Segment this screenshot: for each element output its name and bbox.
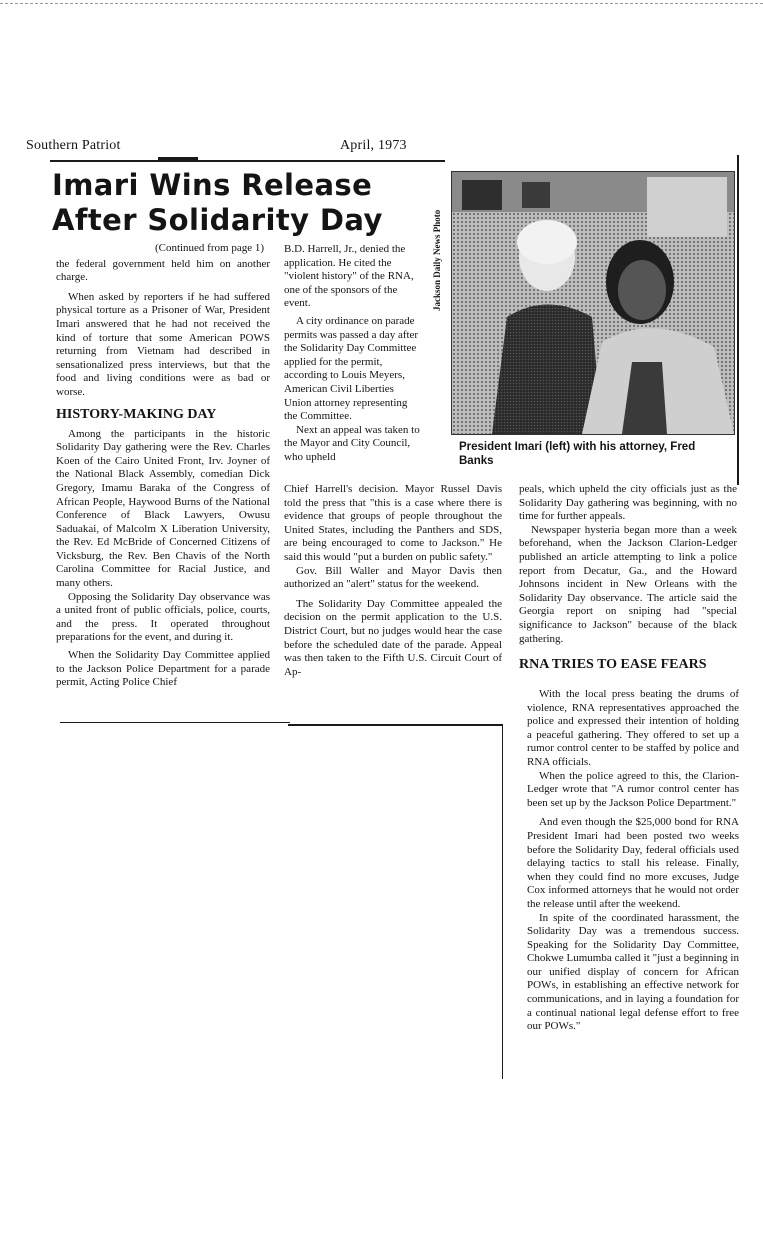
paragraph: With the local press beating the drums of violence, RNA representatives approached the police and expressed their intention of holding a peaceful gathering. They offered to set up a rumor control center to be staffed by police and RNA officials. <box>527 688 739 768</box>
continued-note: (Continued from page 1) <box>154 242 264 254</box>
paragraph: Next an appeal was taken to the Mayor and City Council, who upheld <box>284 423 420 463</box>
photo-image <box>452 172 734 434</box>
paragraph: peals, which upheld the city officials just as the Solidarity Day gathering was beginning, with no time for further appeals. <box>519 483 737 523</box>
column-rule-bottom-left <box>60 722 290 723</box>
paragraph: Opposing the Solidarity Day observance was a united front of public officials, police, courts, and the press. It operated throughout preparations for the event, and during it. <box>56 590 270 644</box>
top-dashed-border <box>0 3 763 4</box>
publication-name: Southern Patriot <box>26 138 121 153</box>
subhead-rna-tries-to-ease-fears: RNA TRIES TO EASE FEARS <box>519 657 707 673</box>
paragraph: Chief Harrell's decision. Mayor Russel Davis told the press that "this is a case where there is evidence that groups of people throughout the United States, including the Panthers and SDS, are being encouraged to come to Jackson." He said this would "put a burden on public safety." <box>284 483 502 563</box>
article-column-4 <box>527 688 739 1034</box>
paragraph: Newspaper hysteria began more than a week beforehand, when the Jackson Clarion-Ledger published an article attempting to link a police report from Decatur, Ga., and the Howard Johnsons incident in New Orleans with the Solidarity Day observance. The article said the Georgia report on sniping had "special significance to Jackson" because of the black gathering. <box>519 523 737 645</box>
article-column-2 <box>284 243 420 465</box>
article-column-1 <box>56 242 270 690</box>
column-rule-right <box>737 155 739 485</box>
article-column-2-lower <box>284 483 502 679</box>
subhead-history-making-day: HISTORY-MAKING DAY <box>56 406 217 422</box>
photo-credit: Jackson Daily News Photo <box>432 209 442 311</box>
paragraph: Among the participants in the historic Solidarity Day gathering were the Rev. Charles Koen of the Cairo United Front, Irv. Joyner of the National Black Assembly, comedian Dick Gregory, Imamu Baraka of the Congress of African People, Haywood Burns of the National Conference of Black Lawyers, Owusu Saduakai, of Malcolm X Liberation University, the Rev. Ed McBride of Concerned Citizens of Vicksburg, the Rev. Ben Chavis of the North Carolina Committee for Racial Justice, and many others. <box>56 427 270 590</box>
paragraph: In spite of the coordinated harassment, the Solidarity Day was a tremendous success. Speaking for the Solidarity Day Committee, Chokwe Lumumba called it "just a beginning in our unified display of concern for African POWs, in establishing an effective network for communications, and in laying a foundation for a continual national legal defense effort to free our POWs." <box>527 911 739 1033</box>
paragraph: And even though the $25,000 bond for RNA President Imari had been posted two weeks before the Solidarity Day, federal officials used delaying tactics to stall his release. Finally, when they could find no more excuses, Judge Cox informed attorneys that he would not order the release until after the weekend. <box>527 816 739 910</box>
photo <box>451 171 735 435</box>
header-rule <box>50 160 445 162</box>
paragraph: The Solidarity Day Committee appealed the decision on the permit application to the U.S. District Court, but no judges would hear the case before the scheduled date of the parade. Appeal was then taken to the Fifth U.S. Circuit Court of Ap- <box>284 597 502 678</box>
column-rule-vertical <box>502 724 503 1079</box>
paragraph: A city ordinance on parade permits was passed a day after the Solidarity Day Committee applied for the permit, according to Louis Meyers, American Civil Liberties Union attorney representing the Committee. <box>284 314 419 423</box>
paragraph: B.D. Harrell, Jr., denied the application. He cited the "violent history" of the RNA, one of the sponsors of the event. <box>284 243 414 310</box>
article-column-3 <box>519 483 737 678</box>
paragraph: When the Solidarity Day Committee applied to the Jackson Police Department for a parade permit, Acting Police Chief <box>56 649 270 689</box>
headline-line-1: Imari Wins Release <box>52 168 373 202</box>
paragraph: Gov. Bill Waller and Mayor Davis then authorized an "alert" status for the weekend. <box>284 564 502 591</box>
paragraph: When asked by reporters if he had suffered physical torture as a Prisoner of War, President Imari answered that he had not received the kind of torture that some American POWS returning from Vietnam had described in sensationalized press interviews, but that the food and living conditions were as bad or worse. <box>56 290 270 398</box>
paragraph: the federal government held him on another charge. <box>56 257 270 284</box>
photo-caption: President Imari (left) with his attorney, Fred Banks <box>459 441 696 467</box>
paragraph: When the police agreed to this, the Clarion-Ledger wrote that "A rumor control center has been set up by the Jackson Police Department." <box>527 769 739 809</box>
headline-line-2: After Solidarity Day <box>52 203 383 237</box>
issue-date: April, 1973 <box>340 138 407 153</box>
headline <box>52 168 447 238</box>
column-rule-mid <box>288 724 502 726</box>
